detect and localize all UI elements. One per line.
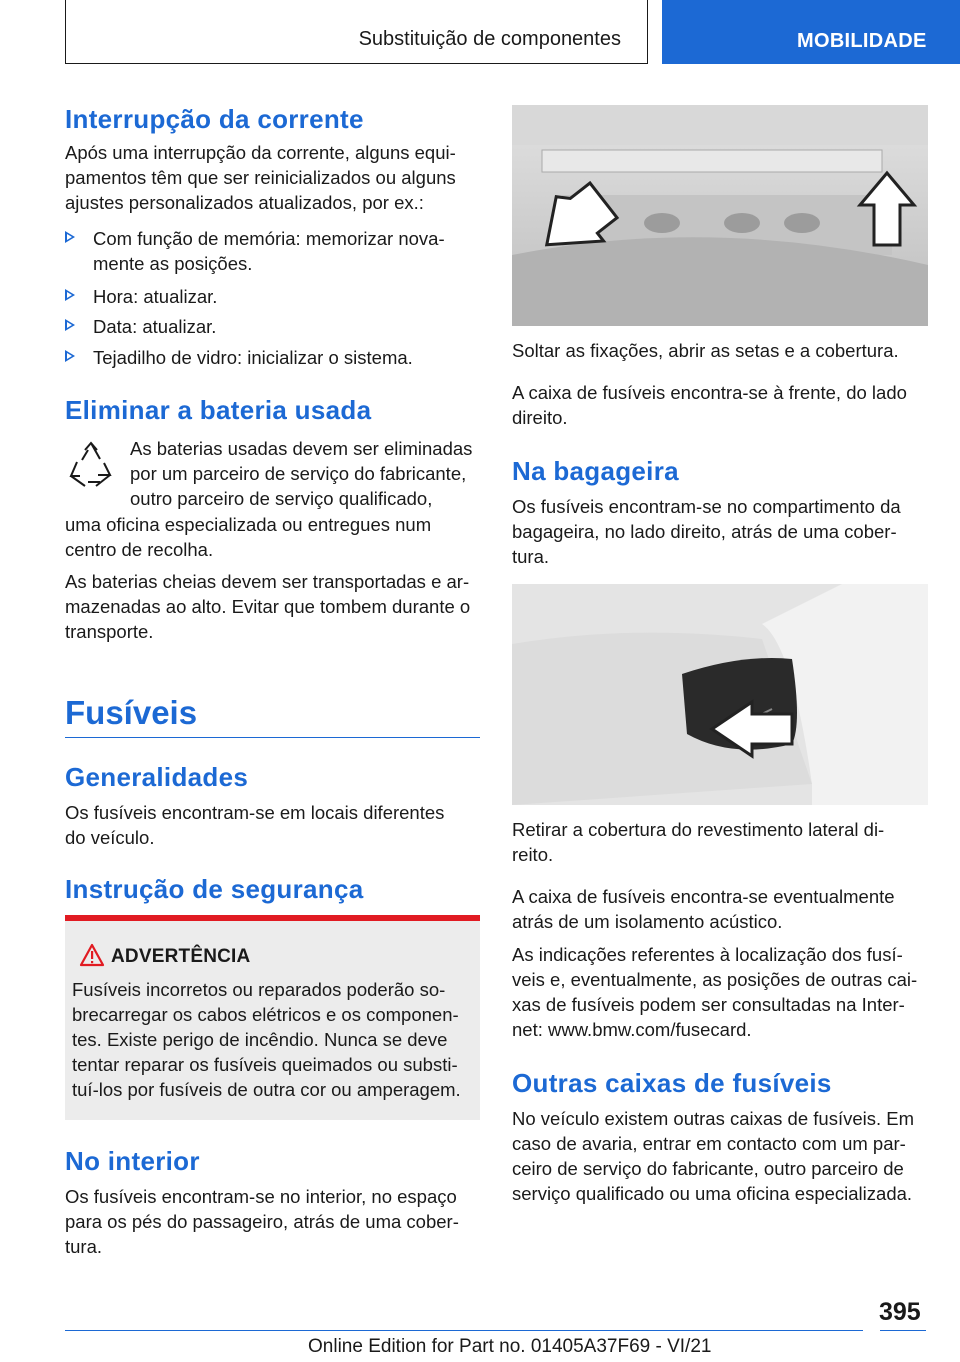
bagageira-text: Os fusíveis encontram-se no compartimento da bagageira, no lado direito, atrás de uma cober- tura. [512,496,901,567]
photo-trunk-cover [512,584,928,805]
bateria-paragraph: As baterias cheias devem ser transportadas e ar- mazenadas ao alto. Evitar que tombem durante o transporte. [65,571,471,642]
heading-outras-caixas: Outras caixas de fusíveis [512,1068,832,1098]
section-divider [65,737,480,738]
page-number: 395 [879,1298,921,1326]
list-item: Data: atualizar. [65,314,485,339]
photo-passenger-footwell [512,105,928,326]
warning-triangle-icon [79,943,105,972]
outras-text: No veículo existem outras caixas de fusíveis. Em caso de avaria, entrar em contacto com um par- ceiro de serviço do fabricante, outro parceiro de serviço qualificado ou uma oficina especializada. [512,1108,915,1204]
heading-interrupcao: Interrupção da corrente [65,104,364,134]
footer-divider [65,1330,863,1331]
bullet-list [65,226,485,276]
heading-seguranca: Instrução de segurança [65,874,364,904]
photo2-caption: Retirar a cobertura do revestimento lateral di- reito. [512,819,885,865]
heading-fusiveis: Fusíveis [65,694,198,731]
header-chapter-tab[interactable] [662,0,960,64]
header-section-box [65,0,648,64]
heading-bagageira: Na bagageira [512,456,679,486]
warning-text: Fusíveis incorretos ou reparados poderão so- brecarregar os cabos elétricos e os componen- tes. Existe perigo de incêndio. Nunca se deve tentar reparar os fusíveis queimados ou substi- tuí-los por fusíveis de outra cor ou amperagem. [72,979,461,1100]
warning-label: ADVERTÊNCIA [111,946,251,967]
heading-generalidades: Generalidades [65,762,249,792]
bullet-triangle-icon [65,289,75,301]
interrupcao-intro: Após uma interrupção da corrente, alguns equi- pamentos têm que ser reinicializados ou alguns ajustes personalizados atualizados, por ex.: [65,142,456,213]
list-item: Tejadilho de vidro: inicializar o sistema. [65,345,485,370]
list-item: Hora: atualizar. [65,284,485,309]
bullet-triangle-icon [65,350,75,362]
right-paragraph-3: As indicações referentes à localização dos fusí- veis e, eventualmente, as posições de outras cai- xas de fusíveis podem ser consultadas na Inter- net: www.bmw.com/fusecard. [512,944,918,1040]
bateria-text: uma oficina especializada ou entregues num centro de recolha. [65,514,432,560]
photo1-caption: Soltar as fixações, abrir as setas e a cobertura. [512,340,899,361]
recycle-icon [66,440,116,490]
heading-bateria: Eliminar a bateria usada [65,395,372,425]
footer-edition: Online Edition for Part no. 01405A37F69 - VI/21 [308,1336,712,1357]
interior-text: Os fusíveis encontram-se no interior, no espaço para os pés do passageiro, atrás de uma cober- tura. [65,1186,459,1257]
right-paragraph-1: A caixa de fusíveis encontra-se à frente, do lado direito. [512,382,907,428]
header-section-title: Substituição de componentes [358,28,621,50]
right-paragraph-2: A caixa de fusíveis encontra-se eventualmente atrás de um isolamento acústico. [512,886,895,932]
heading-interior: No interior [65,1146,200,1176]
bullet-triangle-icon [65,319,75,331]
warning-box [65,915,480,1120]
footer-divider-short [880,1330,926,1331]
list-item: Com função de memória: memorizar nova- mente as posições. [65,226,485,276]
header-chapter-label: MOBILIDADE [797,30,927,52]
bullet-triangle-icon [65,231,75,243]
bateria-text-right: As baterias usadas devem ser eliminadas por um parceiro de serviço do fabricante, outro parceiro de serviço qualificado, [130,438,473,509]
generalidades-text: Os fusíveis encontram-se em locais diferentes do veículo. [65,802,445,848]
